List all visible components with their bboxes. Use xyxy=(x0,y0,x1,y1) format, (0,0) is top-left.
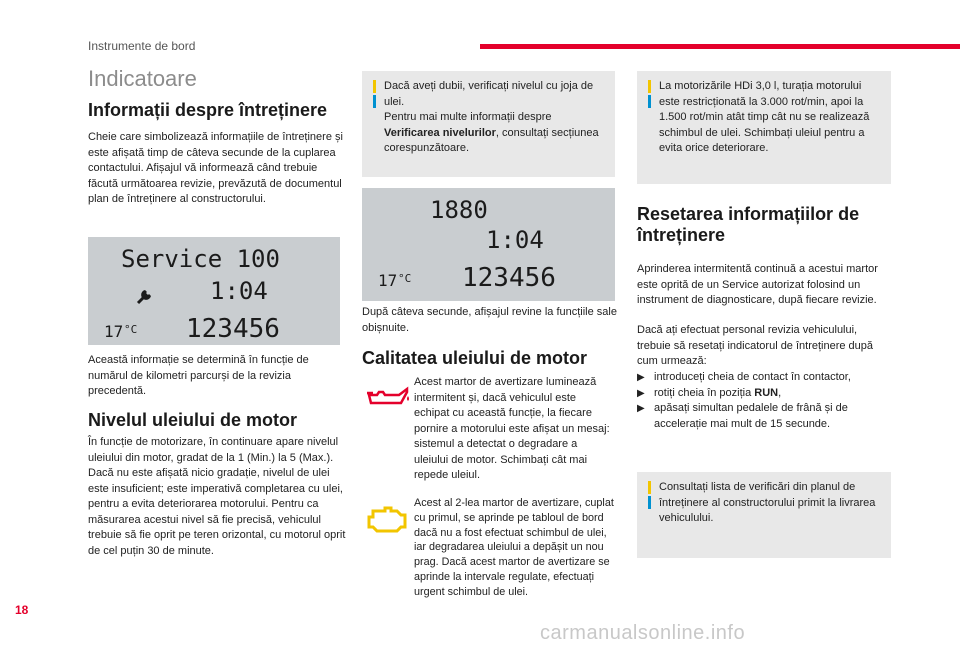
display2-time-text: 1:04 xyxy=(486,226,544,254)
paragraph-maintenance-info: Cheie care simbolizează informațiile de întreținere și este afișată timp de câteva secunde de la cuplarea contactului. Afișajul vă informează când trebuie făcută următoarea revizie, prevăzută de documentul plan de întreținere al constructorului. xyxy=(88,131,343,205)
heading-maintenance-info: Informații despre întreținere xyxy=(88,100,328,120)
display2-temp-text: 17 xyxy=(378,271,398,290)
header-accent-bar xyxy=(480,44,960,49)
page-number: 18 xyxy=(15,603,29,617)
paragraph-reset-1: Aprinderea intermitentă continuă a acestui martor este oprită de un Service autorizat folosind un instrument de diagnosticare, după fiecare revizie. xyxy=(637,263,878,306)
display-temp-text: 17 xyxy=(104,322,124,341)
paragraph-after-display: Această informație se determină în funcție de numărul de kilometri parcurși de la revizia precedentă. xyxy=(88,354,309,397)
heading-reset: Resetarea informațiilor de întreținere xyxy=(637,204,860,245)
paragraph-warning-1: Acest martor de avertizare luminează intermitent și, dacă vehiculul este echipat cu această funcție, la fiecare pornire a motorului este afișat un mesaj: sistemul a detectat o degradare a uleiului de motor. Schimbați cât mai repede uleiul. xyxy=(414,376,610,481)
callout-hdi-text: La motorizările HDi 3,0 l, turația motorului este restricționată la 3.000 rot/min, apoi la 1.500 rot/min atât timp cât nu se realizează schimbul de ulei. Schimbați uleiul pentru a evita orice deteriorare. xyxy=(659,80,870,154)
paragraph-reset-2: Dacă ați efectuat personal revizia vehiculului, trebuie să resetați indicatorul de întreținere după cum urmează: xyxy=(637,324,874,367)
list-item: ▶ introduceți cheia de contact în contactor, xyxy=(637,370,887,386)
arrow-bullet-icon: ▶ xyxy=(637,372,645,383)
callout-checklist xyxy=(637,472,891,558)
display-odometer-text: 123456 xyxy=(186,314,280,344)
callout-checklist-text: Consultați lista de verificări din planul de întreținere al constructorului primit la livrarea vehiculului. xyxy=(659,481,876,524)
display2-temp-unit: °C xyxy=(398,272,412,285)
paragraph-warning-2: Acest al 2-lea martor de avertizare, cuplat cu primul, se aprinde pe tabloul de bord dacă nu a fost efectuat schimbul de ulei, iar degradarea uleiului a depășit un nou prag. Dacă acest martor de avertizare se aprinde la intervale regulate, efectuați urgent schimbul de ulei. xyxy=(414,497,614,598)
section-label: Instrumente de bord xyxy=(88,39,196,53)
watermark: carmanualsonline.info xyxy=(540,622,746,644)
display-service-interval xyxy=(88,237,340,345)
callout-hdi-restriction xyxy=(637,71,891,184)
engine-warning-icon xyxy=(363,503,413,537)
paragraph-oil-level: În funcție de motorizare, în continuare apare nivelul uleiului din motor, gradat de la 1 (Min.) la 5 (Max.). Dacă nu este afișată nicio gradație, nivelul de ulei este insuficient; este imperativă completarea cu ulei, pentru a evita deteriorarea motorului. Pentru ca măsurarea acestui nivel să fie precisă, vehiculul trebuie să fie oprit pe teren orizontal, cu motorul oprit de cel puțin 30 de minute. xyxy=(88,436,346,557)
list-item: ▶ rotiți cheia în poziția RUN, xyxy=(637,386,887,402)
paragraph-display-return: După câteva secunde, afișajul revine la funcțiile sale obișnuite. xyxy=(362,306,617,334)
heading-oil-level: Nivelul uleiului de motor xyxy=(88,410,298,430)
heading-oil-quality: Calitatea uleiului de motor xyxy=(362,348,588,368)
display2-odometer-text: 123456 xyxy=(462,263,556,293)
display2-top-text: 1880 xyxy=(430,196,488,224)
page-title: Indicatoare xyxy=(88,66,197,91)
display-oil-level xyxy=(362,188,615,301)
display-service-text: Service 100 xyxy=(121,245,280,273)
callout-dipstick-text: Dacă aveți dubii, verificați nivelul cu joja de ulei. Pentru mai multe informații despre Verificarea nivelurilor, consultați secțiunea corespunzătoare. xyxy=(384,80,599,154)
reset-steps-list xyxy=(637,370,887,432)
display-temp-unit: °C xyxy=(124,323,138,336)
list-item: ▶ apăsați simultan pedalele de frână și de accelerație mai mult de 15 secunde. xyxy=(637,402,848,430)
callout-dipstick-check xyxy=(362,71,615,177)
arrow-bullet-icon: ▶ xyxy=(637,403,645,414)
arrow-bullet-icon: ▶ xyxy=(637,387,645,399)
oil-can-warning-icon xyxy=(363,383,413,413)
wrench-icon xyxy=(138,290,151,303)
display-time-text: 1:04 xyxy=(210,277,268,305)
